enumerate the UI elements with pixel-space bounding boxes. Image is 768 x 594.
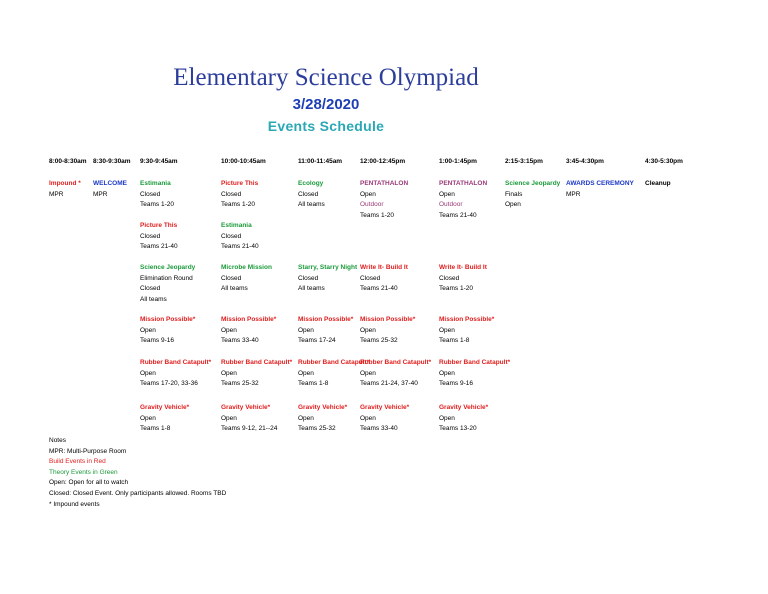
event-detail: Teams 25-32 [360, 337, 398, 344]
event-detail: Teams 1-20 [360, 211, 394, 219]
event-name: Microbe Mission [221, 264, 272, 271]
event-detail: Teams 1-8 [298, 380, 329, 387]
event-detail: Outdoor [439, 201, 463, 208]
time-header: 1:00-1:45pm [439, 158, 477, 165]
event-detail: Teams 21-24, 37-40 [360, 380, 418, 387]
schedule-cell [298, 358, 370, 390]
event-name: Starry, Starry Night [298, 264, 358, 271]
event-name: AWARDS CEREMONY [566, 180, 634, 187]
event-detail: Closed [221, 190, 242, 198]
event-detail: MPR [93, 190, 108, 198]
schedule-cell [439, 315, 504, 347]
event-detail: Open [360, 369, 376, 377]
event-detail: Closed [221, 232, 242, 240]
event-detail: Teams 1-20 [221, 201, 255, 208]
event-detail: Open [298, 369, 314, 377]
event-name: Ecology [298, 180, 324, 187]
event-detail: Closed [360, 274, 381, 282]
event-detail: Teams 21-40 [360, 285, 398, 292]
event-name: Gravity Vehicle* [360, 404, 410, 411]
event-detail: All teams [221, 285, 248, 292]
event-name: Rubber Band Catapult* [298, 359, 370, 366]
schedule-cell [93, 179, 139, 200]
event-detail: Closed [298, 274, 319, 282]
note-line: Closed: Closed Event. Only participants allowed. Rooms TBD [49, 489, 227, 497]
event-detail: Closed [140, 190, 161, 198]
event-detail: Open [221, 414, 237, 422]
time-header: 12:00-12:45pm [360, 158, 406, 165]
event-name: Estimania [140, 180, 171, 187]
schedule-cell [140, 263, 220, 305]
event-detail: Open [439, 326, 455, 334]
event-date: 3/28/2020 [292, 96, 360, 113]
event-name: PENTATHALON [360, 180, 409, 187]
schedule-cell [221, 221, 297, 253]
event-name: Picture This [221, 180, 259, 187]
event-detail: Closed [140, 232, 161, 240]
event-detail: Open [360, 326, 376, 334]
schedule-cell [645, 179, 705, 190]
event-detail: Teams 13-20 [439, 425, 477, 432]
event-name: Rubber Band Catapult* [140, 359, 212, 366]
event-detail: Teams 9-16 [439, 380, 473, 387]
event-detail: Teams 9-12, 21--24 [221, 425, 278, 432]
schedule-cell [298, 403, 359, 435]
notes-section [49, 436, 226, 510]
event-detail: Open [140, 326, 156, 334]
event-name: Mission Possible* [140, 316, 196, 323]
event-detail: Teams 21-40 [140, 243, 178, 250]
schedule-cell [298, 263, 359, 295]
event-detail: Open [298, 414, 314, 422]
time-header: 4:30-5:30pm [645, 158, 683, 165]
schedule-cell [298, 315, 359, 347]
event-detail: Open [140, 414, 156, 422]
event-name: Mission Possible* [298, 316, 354, 323]
schedule-cell [360, 358, 438, 390]
page-title: Elementary Science Olympiad [173, 64, 479, 91]
note-line: * Impound events [49, 500, 100, 508]
event-detail: Teams 25-32 [221, 380, 259, 387]
event-detail: Teams 33-40 [360, 425, 398, 432]
event-detail: Closed [439, 274, 460, 282]
event-detail: Teams 1-8 [140, 425, 171, 432]
schedule-cell [439, 403, 504, 435]
notes-heading: Notes [49, 437, 66, 444]
event-name: Impound * [49, 180, 81, 187]
event-name: Science Jeopardy [505, 180, 561, 187]
schedule-cell [140, 179, 220, 211]
event-detail: Finals [505, 190, 523, 198]
event-detail: Open [360, 190, 376, 198]
event-detail: Teams 21-40 [439, 211, 477, 219]
schedule-cell [566, 179, 644, 200]
schedule-cell [439, 263, 504, 295]
event-name: Gravity Vehicle* [221, 404, 271, 411]
event-name: Gravity Vehicle* [140, 404, 190, 411]
event-name: PENTATHALON [439, 180, 488, 187]
time-header: 10:00-10:45am [221, 158, 266, 165]
schedule-cell [439, 358, 519, 390]
event-detail: Teams 9-16 [140, 337, 174, 344]
event-detail: Teams 1-20 [439, 285, 473, 292]
event-detail: Teams 1-8 [439, 337, 470, 344]
schedule-cell [140, 221, 220, 253]
event-name: Science Jeopardy [140, 264, 196, 271]
schedule-cell [360, 263, 438, 295]
event-detail: Open [439, 369, 455, 377]
schedule-cell [360, 179, 438, 221]
event-detail: Closed [140, 285, 161, 292]
event-detail: Teams 17-24 [298, 337, 336, 344]
time-header: 8:30-9:30am [93, 158, 131, 165]
event-name: Write It- Build It [439, 264, 487, 271]
event-detail: MPR [49, 190, 64, 198]
event-detail: Teams 25-32 [298, 425, 336, 432]
event-detail: Closed [221, 274, 242, 282]
event-name: Mission Possible* [221, 316, 277, 323]
event-name: Rubber Band Catapult* [360, 359, 432, 366]
event-name: Mission Possible* [360, 316, 416, 323]
time-header: 3:45-4:30pm [566, 158, 604, 165]
schedule-cell [140, 315, 220, 347]
schedule-cell [221, 403, 297, 435]
event-detail: Open [439, 190, 455, 198]
event-name: Estimania [221, 222, 252, 229]
note-line: MPR: Multi-Purpose Room [49, 447, 127, 455]
schedule-cell [360, 315, 438, 347]
schedule-cell [221, 358, 297, 390]
event-name: Cleanup [645, 180, 671, 187]
event-name: Mission Possible* [439, 316, 495, 323]
event-name: Write It- Build It [360, 264, 408, 271]
event-detail: Open [221, 326, 237, 334]
event-detail: Teams 17-20, 33-36 [140, 380, 198, 387]
event-detail: Outdoor [360, 201, 384, 208]
event-detail: Open [505, 201, 521, 208]
schedule-cell [140, 358, 220, 390]
event-detail: All teams [298, 201, 325, 208]
schedule-cell [360, 403, 438, 435]
event-name: Gravity Vehicle* [439, 404, 489, 411]
event-name: Rubber Band Catapult* [221, 359, 293, 366]
event-name: Picture This [140, 222, 178, 229]
event-detail: Teams 21-40 [221, 243, 259, 250]
event-detail: Teams 33-40 [221, 337, 259, 344]
event-detail: Open [360, 414, 376, 422]
time-header: 11:00-11:45am [298, 158, 343, 165]
schedule-cell [221, 179, 297, 211]
note-line: Build Events in Red [49, 458, 106, 466]
event-detail: Teams 1-20 [140, 201, 174, 208]
event-detail: All teams [140, 295, 167, 303]
schedule-subtitle: Events Schedule [267, 118, 385, 134]
event-detail: Open [439, 414, 455, 422]
event-detail: Closed [298, 190, 319, 198]
schedule-cell [49, 179, 93, 200]
note-line: Open: Open for all to watch [49, 479, 129, 487]
event-detail: Open [298, 326, 314, 334]
schedule-cell [221, 315, 297, 347]
event-detail: Open [221, 369, 237, 377]
schedule-cell [221, 263, 297, 295]
time-header: 9:30-9:45am [140, 158, 178, 165]
schedule-cell [298, 179, 359, 211]
event-detail: All teams [298, 285, 325, 292]
schedule-cell [140, 403, 220, 435]
time-header: 8:00-8:30am [49, 158, 87, 165]
event-name: Rubber Band Catapult* [439, 359, 511, 366]
schedule-cell [439, 179, 504, 221]
event-detail: Elimination Round [140, 274, 193, 282]
schedule-cell [505, 179, 565, 211]
event-name: Gravity Vehicle* [298, 404, 348, 411]
event-detail: MPR [566, 190, 581, 198]
time-header: 2:15-3:15pm [505, 158, 543, 165]
note-line: Theory Events in Green [49, 468, 118, 476]
event-name: WELCOME [93, 180, 127, 187]
event-detail: Open [140, 369, 156, 377]
